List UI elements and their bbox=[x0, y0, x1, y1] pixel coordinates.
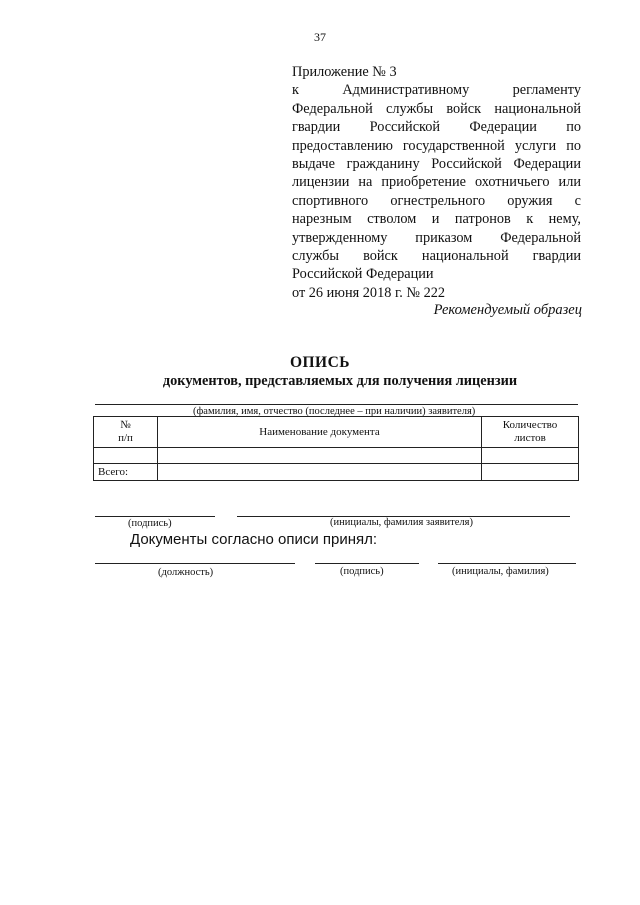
appendix-line: нарезным стволом и патронов к нему, bbox=[292, 211, 581, 228]
applicant-name-line bbox=[95, 404, 578, 405]
table-row bbox=[94, 448, 579, 464]
header-quantity-cell bbox=[482, 417, 579, 448]
position-line bbox=[95, 563, 295, 564]
table-cell[interactable] bbox=[94, 448, 158, 464]
header-number-cell bbox=[94, 417, 158, 448]
applicant-name-caption: (инициалы, фамилия заявителя) bbox=[330, 517, 473, 528]
appendix-line: выдаче гражданину Российской Федерации bbox=[292, 155, 581, 172]
applicant-name-caption: (фамилия, имя, отчество (последнее – при наличии) заявителя) bbox=[193, 406, 476, 417]
applicant-signature-caption: (подпись) bbox=[128, 518, 172, 529]
appendix-line: Российской Федерации bbox=[292, 266, 434, 283]
appendix-line: Федеральной службы войск национальной bbox=[292, 100, 581, 117]
document-subtitle: документов, представляемых для получения лицензии bbox=[162, 373, 518, 389]
applicant-signature-line bbox=[95, 516, 215, 517]
appendix-line: гвардии Российской Федерации по bbox=[292, 119, 581, 136]
appendix-line: лицензии на приобретение охотничьего или bbox=[292, 174, 581, 191]
appendix-line: спортивного огнестрельного оружия с bbox=[292, 192, 581, 209]
document-title: ОПИСЬ bbox=[289, 354, 351, 371]
receiver-name-caption: (инициалы, фамилия) bbox=[452, 566, 549, 577]
appendix-line: службы войск национальной гвардии bbox=[292, 247, 581, 264]
receiver-signature-caption: (подпись) bbox=[340, 566, 384, 577]
appendix-line: предоставлению государственной услуги по bbox=[292, 137, 581, 154]
header-number-label: п/п bbox=[118, 432, 133, 444]
sample-note: Рекомендуемый образец bbox=[433, 302, 582, 318]
table-cell[interactable] bbox=[482, 448, 579, 464]
inventory-table bbox=[93, 416, 579, 481]
receiver-signature-line bbox=[315, 563, 419, 564]
header-quantity-label: Количество bbox=[502, 419, 558, 431]
appendix-date: от 26 июня 2018 г. № 222 bbox=[292, 284, 446, 301]
appendix-line: утвержденному приказом Федеральной bbox=[292, 229, 581, 246]
table-cell[interactable] bbox=[158, 464, 482, 481]
header-quantity-label: листов bbox=[514, 432, 546, 444]
total-label-cell: Всего: bbox=[94, 464, 158, 481]
appendix-title: Приложение № 3 bbox=[292, 64, 397, 80]
position-caption: (должность) bbox=[158, 567, 214, 578]
header-name-cell: Наименование документа bbox=[158, 417, 482, 448]
appendix-line: к Административному регламенту bbox=[292, 82, 581, 99]
appendix-block bbox=[292, 63, 581, 302]
receiver-initials-line bbox=[438, 563, 576, 564]
header-number-label: № bbox=[120, 419, 131, 431]
table-total-row bbox=[94, 464, 579, 481]
table-cell[interactable] bbox=[158, 448, 482, 464]
table-cell[interactable] bbox=[482, 464, 579, 481]
table-header-row bbox=[94, 417, 579, 448]
page-number: 37 bbox=[314, 30, 326, 44]
received-statement: Документы согласно описи принял: bbox=[130, 531, 378, 548]
